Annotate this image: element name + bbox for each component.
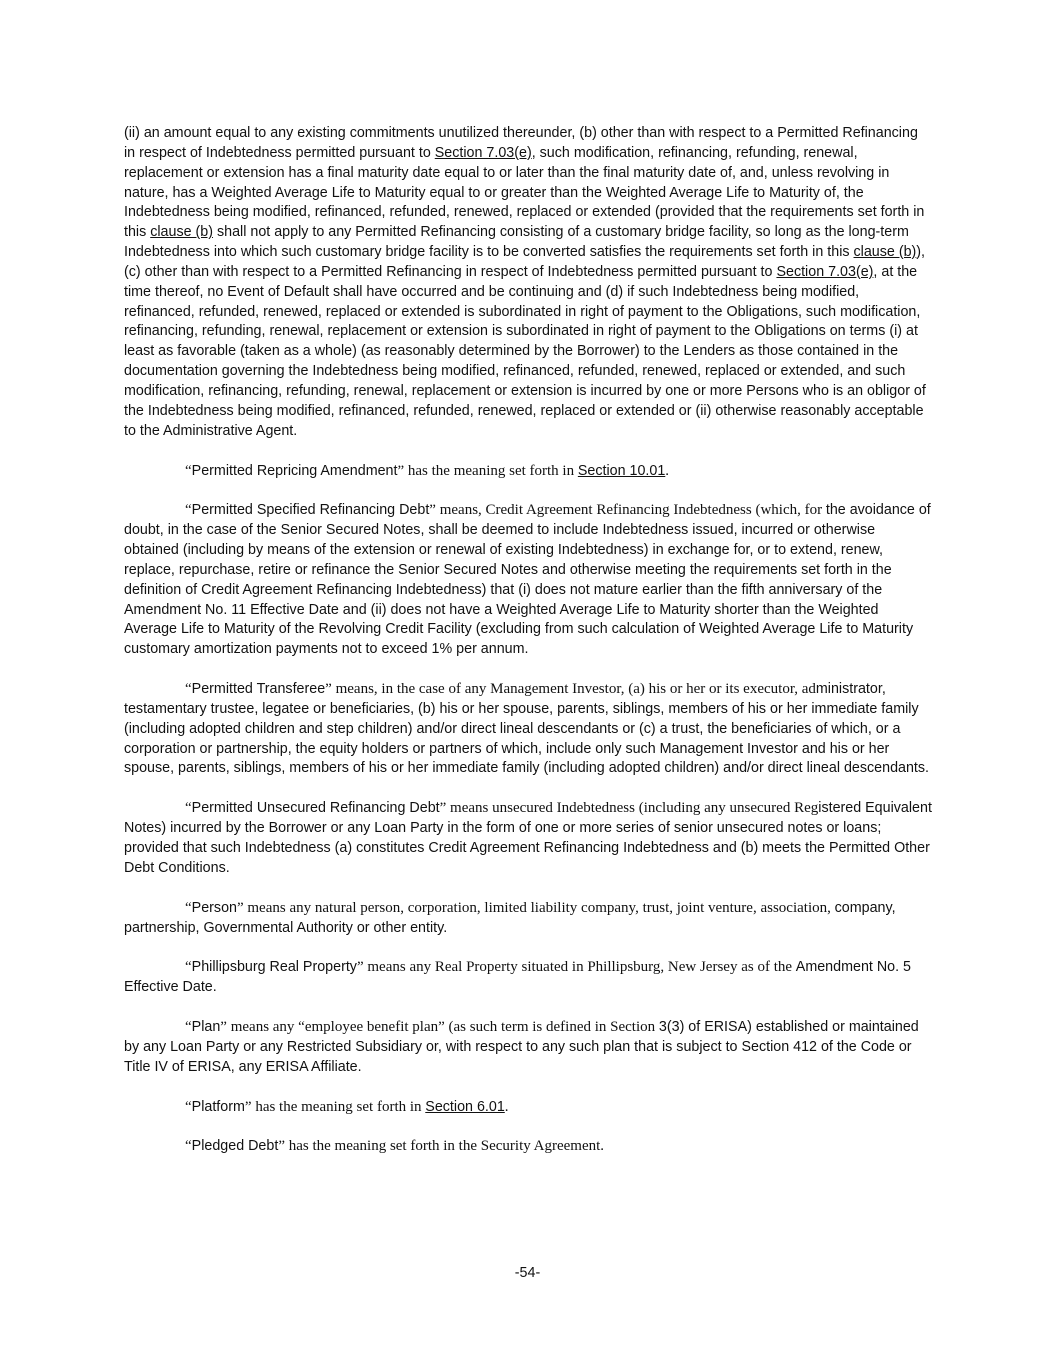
defined-term: Pledged Debt: [191, 1138, 279, 1155]
text-segment: ” has the meaning set forth in: [244, 1098, 426, 1115]
definition-permitted-unsecured-refinancing-debt: [124, 799, 932, 878]
text-segment: Amendment No. 5 Effective Date.: [124, 959, 912, 996]
section-reference: Section 10.01: [577, 462, 666, 479]
text-segment: ), (c) other than with respect to a Permitted Refinancing in respect of Indebtedness permitted pursuant to: [124, 244, 926, 280]
text-segment: ” means unsecured Indebtedness (including any unsecured Reg: [439, 800, 819, 817]
definition-platform: [124, 1098, 932, 1118]
definition-phillipsburg-real-property: [124, 958, 932, 998]
definition-plan: [124, 1018, 932, 1078]
text-segment: ” means any Real Property situated in Phillipsburg, New Jersey as of the: [356, 959, 796, 976]
clause-reference: clause (b): [150, 224, 214, 241]
open-quote: “: [185, 899, 192, 916]
text-segment: istered Equivalent Notes) incurred by the Borrower or any Loan Party in the form of one or more series of senior unsecured notes or loans; provided that such Indebtedness (a) constitutes Credit Agreement Refinancing Indebtedness and (b) meets the Permitted Other Debt Conditions.: [124, 800, 932, 876]
page-number: -54-: [514, 1265, 541, 1281]
defined-term: Permitted Repricing Amendment: [191, 462, 398, 479]
text-segment: shall not apply to any Permitted Refinancing consisting of a customary bridge facility, so long as the long-term Indebtedness into which such customary bridge facility is to be converted satisfies the requirements set forth in this: [124, 224, 909, 261]
definition-permitted-specified-refinancing-debt: [124, 501, 932, 660]
text-segment: ” means any “employee benefit plan” (as such term is defined in Section: [220, 1019, 659, 1036]
paragraph-continuation: [124, 124, 932, 442]
section-reference: Section 6.01: [425, 1098, 505, 1115]
definition-permitted-transferee: [124, 680, 932, 779]
text-segment: , such modification, refinancing, refunding, renewal, replacement or extension has a final maturity date equal to or later than the final maturity date of, and, unless revolving in nature, has a Weighted Average Life to Maturity equal to or greater than the Weighted Average Life to Maturity of, the Indebtedness being modified, refinanced, refunded, renewed, replaced or extended (provided that the requirements set forth in this: [124, 144, 925, 241]
document-page: [124, 124, 932, 1177]
open-quote: “: [185, 1138, 192, 1155]
clause-reference: clause (b): [853, 244, 917, 261]
defined-term: Plan: [191, 1019, 221, 1036]
defined-term: Permitted Specified Refinancing Debt: [191, 502, 430, 519]
text-segment: (ii) an amount equal to any existing commitments unutilized thereunder, (b) other than with respect to a Permitted Refinancing in respect of Indebtedness permitted pursuant to: [124, 125, 918, 161]
text-segment: ” means, Credit Agreement Refinancing Indebtedness (which, for: [429, 502, 826, 519]
defined-term: Platform: [191, 1098, 245, 1115]
text-segment: ” has the meaning set forth in the Security Agreement.: [278, 1138, 605, 1155]
open-quote: “: [185, 959, 192, 976]
text-segment: ministrator, testamentary trustee, legatee or beneficiaries, (b) his or her spouse, parents, siblings, members of his or her immediate family (including adopted children and step children) and/or direct lineal descendants or (c) a trust, the beneficiaries of which, or a corporation or partnership, the equity holders or partners of which, include only such Management Investor and his or her spouse, parents, siblings, members of his or her immediate family (including adopted children) and/or direct lineal descendants.: [124, 681, 930, 777]
open-quote: “: [185, 1019, 192, 1036]
text-segment: company, partnership, Governmental Authority or other entity.: [124, 899, 896, 936]
text-segment: , at the time thereof, no Event of Default shall have occurred and be continuing and (d) if such Indebtedness being modified, refinanced, refunded, renewed, replaced or extended is subordinated in right of payment to the Obligations, such modification, refinancing, refunding, renewal, replacement or extension is subordinated in right of payment to the Obligations on terms (i) at least as favorable (taken as a whole) (as reasonably determined by the Borrower) to the Lenders as those contained in the documentation governing the Indebtedness being modified, refinanced, refunded, renewed, replaced or extended, and such modification, refinancing, refunding, renewal, replacement or extension is incurred by one or more Persons who is an obligor of the Indebtedness being modified, refinanced, refunded, renewed, replaced or extended or (ii) otherwise reasonably acceptable to the Administrative Agent.: [124, 263, 926, 439]
definition-pledged-debt: [124, 1137, 932, 1157]
open-quote: “: [185, 681, 192, 698]
text-segment: .: [665, 462, 670, 479]
defined-term: Person: [191, 899, 237, 916]
open-quote: “: [185, 800, 192, 817]
text-segment: ” means any natural person, corporation, limited liability company, trust, joint venture, association,: [236, 899, 835, 916]
defined-term: Permitted Transferee: [191, 681, 326, 698]
text-segment: ” has the meaning set forth in: [397, 462, 578, 479]
open-quote: “: [185, 1098, 192, 1115]
open-quote: “: [185, 462, 192, 479]
definition-permitted-repricing-amendment: [124, 462, 932, 482]
text-segment: .: [504, 1098, 509, 1115]
text-segment: the avoidance of doubt, in the case of the Senior Secured Notes, shall be deemed to include Indebtedness issued, incurred or otherwise obtained (including by means of the extension or renewal of existing Indebtedness) in exchange for, or to extend, renew, replace, repurchase, retire or refinance the Senior Secured Notes and otherwise meeting the requirements set forth in the definition of Credit Agreement Refinancing Indebtedness) that (i) does not mature earlier than the fifth anniversary of the Amendment No. 11 Effective Date and (ii) does not have a Weighted Average Life to Maturity shorter than the Weighted Average Life to Maturity of the Revolving Credit Facility (excluding from such calculation of Weighted Average Life to Maturity customary amortization payments not to exceed 1% per annum.: [124, 502, 931, 658]
open-quote: “: [185, 502, 192, 519]
defined-term: Phillipsburg Real Property: [191, 959, 357, 976]
text-segment: 3(3) of ERISA) established or maintained by any Loan Party or any Restricted Subsidiary or, with respect to any such plan that is subject to Section 412 of the Code or Title IV of ERISA, any ERISA Affiliate.: [124, 1019, 919, 1075]
defined-term: Permitted Unsecured Refinancing Debt: [191, 800, 440, 817]
text-segment: ” means, in the case of any Management Investor, (a) his or her or its executor, ad: [325, 681, 816, 698]
definition-person: [124, 899, 932, 939]
section-reference: Section 7.03(e): [434, 144, 532, 161]
section-reference: Section 7.03(e): [776, 263, 874, 280]
